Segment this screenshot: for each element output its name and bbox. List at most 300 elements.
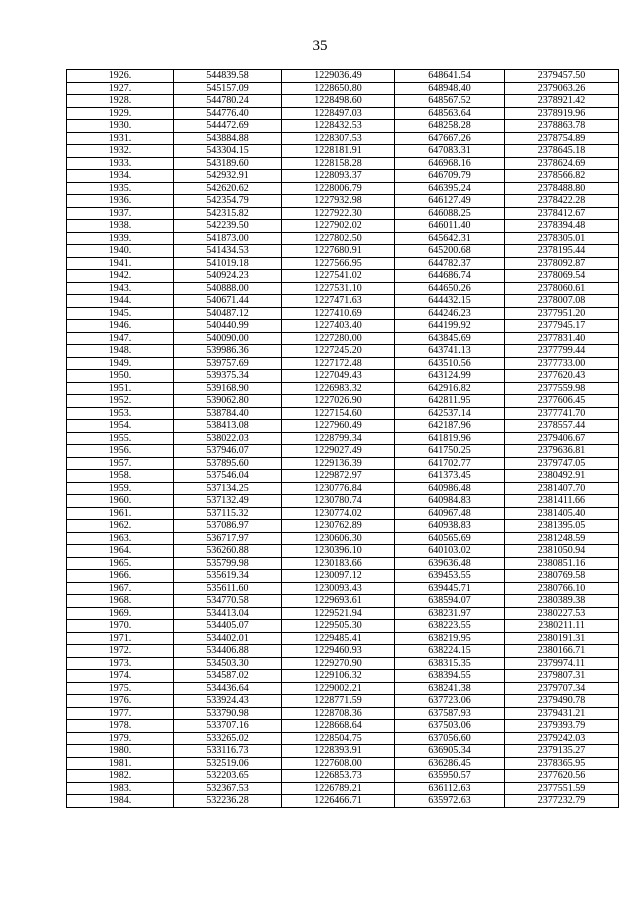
table-row <box>67 307 619 320</box>
value-c-cell: 638223.55 <box>395 620 505 633</box>
table-row <box>67 520 619 533</box>
value-c-cell: 641819.96 <box>395 432 505 445</box>
value-d-cell: 2380769.58 <box>505 570 619 583</box>
value-b-cell: 1228498.60 <box>282 95 395 108</box>
value-a-cell: 534402.01 <box>174 632 282 645</box>
value-a-cell: 539757.69 <box>174 357 282 370</box>
value-c-cell: 640938.83 <box>395 520 505 533</box>
point-number-cell: 1951. <box>67 382 174 395</box>
value-c-cell: 640103.02 <box>395 545 505 558</box>
value-c-cell: 642916.82 <box>395 382 505 395</box>
table-row <box>67 95 619 108</box>
value-d-cell: 2377831.40 <box>505 332 619 345</box>
value-c-cell: 646968.16 <box>395 157 505 170</box>
value-d-cell: 2378365.95 <box>505 757 619 770</box>
value-c-cell: 647667.26 <box>395 132 505 145</box>
value-a-cell: 542239.50 <box>174 220 282 233</box>
table-row <box>67 707 619 720</box>
value-c-cell: 647083.31 <box>395 145 505 158</box>
value-d-cell: 2379431.21 <box>505 707 619 720</box>
table-row <box>67 257 619 270</box>
value-c-cell: 648258.28 <box>395 120 505 133</box>
value-c-cell: 639445.71 <box>395 582 505 595</box>
value-c-cell: 642537.14 <box>395 407 505 420</box>
point-number-cell: 1980. <box>67 745 174 758</box>
table-row <box>67 370 619 383</box>
point-number-cell: 1982. <box>67 770 174 783</box>
value-c-cell: 641373.45 <box>395 470 505 483</box>
table-row <box>67 770 619 783</box>
point-number-cell: 1942. <box>67 270 174 283</box>
value-d-cell: 2381248.59 <box>505 532 619 545</box>
value-a-cell: 536260.88 <box>174 545 282 558</box>
point-number-cell: 1973. <box>67 657 174 670</box>
value-b-cell: 1229485.41 <box>282 632 395 645</box>
value-b-cell: 1229136.39 <box>282 457 395 470</box>
value-d-cell: 2379636.81 <box>505 445 619 458</box>
value-c-cell: 644686.74 <box>395 270 505 283</box>
table-row <box>67 345 619 358</box>
point-number-cell: 1960. <box>67 495 174 508</box>
value-c-cell: 636286.45 <box>395 757 505 770</box>
value-b-cell: 1230762.89 <box>282 520 395 533</box>
point-number-cell: 1948. <box>67 345 174 358</box>
point-number-cell: 1957. <box>67 457 174 470</box>
value-c-cell: 640984.83 <box>395 495 505 508</box>
value-d-cell: 2378412.67 <box>505 207 619 220</box>
table-row <box>67 357 619 370</box>
value-d-cell: 2379063.26 <box>505 82 619 95</box>
point-number-cell: 1940. <box>67 245 174 258</box>
value-d-cell: 2379393.79 <box>505 720 619 733</box>
table-row <box>67 82 619 95</box>
table-row <box>67 395 619 408</box>
value-b-cell: 1227049.43 <box>282 370 395 383</box>
table-row <box>67 695 619 708</box>
value-a-cell: 533924.43 <box>174 695 282 708</box>
value-c-cell: 648567.52 <box>395 95 505 108</box>
value-b-cell: 1228432.53 <box>282 120 395 133</box>
table-row <box>67 557 619 570</box>
value-d-cell: 2377606.45 <box>505 395 619 408</box>
table-row <box>67 645 619 658</box>
value-b-cell: 1229521.94 <box>282 607 395 620</box>
value-b-cell: 1228708.36 <box>282 707 395 720</box>
value-d-cell: 2378007.08 <box>505 295 619 308</box>
point-number-cell: 1928. <box>67 95 174 108</box>
value-d-cell: 2378557.44 <box>505 420 619 433</box>
table-row <box>67 532 619 545</box>
value-b-cell: 1227245.20 <box>282 345 395 358</box>
value-d-cell: 2377741.70 <box>505 407 619 420</box>
point-number-cell: 1968. <box>67 595 174 608</box>
value-c-cell: 636905.34 <box>395 745 505 758</box>
value-b-cell: 1229460.93 <box>282 645 395 658</box>
value-b-cell: 1229106.32 <box>282 670 395 683</box>
point-number-cell: 1955. <box>67 432 174 445</box>
value-a-cell: 542932.91 <box>174 170 282 183</box>
coordinate-table <box>66 69 619 808</box>
value-b-cell: 1228668.64 <box>282 720 395 733</box>
table-row <box>67 470 619 483</box>
value-d-cell: 2380766.10 <box>505 582 619 595</box>
value-a-cell: 535611.60 <box>174 582 282 595</box>
value-a-cell: 535799.98 <box>174 557 282 570</box>
value-c-cell: 644650.26 <box>395 282 505 295</box>
table-row <box>67 407 619 420</box>
value-b-cell: 1228504.75 <box>282 732 395 745</box>
value-b-cell: 1227280.00 <box>282 332 395 345</box>
table-row <box>67 745 619 758</box>
value-b-cell: 1228393.91 <box>282 745 395 758</box>
value-d-cell: 2380191.31 <box>505 632 619 645</box>
value-b-cell: 1229036.49 <box>282 70 395 83</box>
value-d-cell: 2377551.59 <box>505 782 619 795</box>
point-number-cell: 1975. <box>67 682 174 695</box>
table-row <box>67 607 619 620</box>
point-number-cell: 1953. <box>67 407 174 420</box>
value-a-cell: 532203.65 <box>174 770 282 783</box>
value-a-cell: 534587.02 <box>174 670 282 683</box>
value-a-cell: 540487.12 <box>174 307 282 320</box>
value-b-cell: 1229027.49 <box>282 445 395 458</box>
value-a-cell: 533790.98 <box>174 707 282 720</box>
value-c-cell: 643845.69 <box>395 332 505 345</box>
value-b-cell: 1227531.10 <box>282 282 395 295</box>
value-a-cell: 535619.34 <box>174 570 282 583</box>
table-row <box>67 457 619 470</box>
value-d-cell: 2377559.98 <box>505 382 619 395</box>
table-row <box>67 732 619 745</box>
point-number-cell: 1954. <box>67 420 174 433</box>
point-number-cell: 1984. <box>67 795 174 808</box>
value-c-cell: 640986.48 <box>395 482 505 495</box>
table-row <box>67 295 619 308</box>
table-row <box>67 107 619 120</box>
table-row <box>67 670 619 683</box>
value-c-cell: 638219.95 <box>395 632 505 645</box>
point-number-cell: 1978. <box>67 720 174 733</box>
value-d-cell: 2380227.53 <box>505 607 619 620</box>
value-c-cell: 641702.77 <box>395 457 505 470</box>
value-c-cell: 643741.13 <box>395 345 505 358</box>
point-number-cell: 1933. <box>67 157 174 170</box>
value-a-cell: 539062.80 <box>174 395 282 408</box>
value-a-cell: 534413.04 <box>174 607 282 620</box>
value-b-cell: 1230097.12 <box>282 570 395 583</box>
value-a-cell: 534436.64 <box>174 682 282 695</box>
value-d-cell: 2381405.40 <box>505 507 619 520</box>
value-b-cell: 1228158.28 <box>282 157 395 170</box>
table-row <box>67 795 619 808</box>
value-c-cell: 648563.64 <box>395 107 505 120</box>
value-c-cell: 646709.79 <box>395 170 505 183</box>
value-a-cell: 544472.69 <box>174 120 282 133</box>
value-c-cell: 644199.92 <box>395 320 505 333</box>
point-number-cell: 1964. <box>67 545 174 558</box>
point-number-cell: 1949. <box>67 357 174 370</box>
value-a-cell: 541873.00 <box>174 232 282 245</box>
page-number: 35 <box>312 38 328 54</box>
point-number-cell: 1945. <box>67 307 174 320</box>
value-a-cell: 537115.32 <box>174 507 282 520</box>
value-d-cell: 2378422.28 <box>505 195 619 208</box>
value-d-cell: 2378566.82 <box>505 170 619 183</box>
value-b-cell: 1229872.97 <box>282 470 395 483</box>
value-d-cell: 2378069.54 <box>505 270 619 283</box>
value-b-cell: 1226853.73 <box>282 770 395 783</box>
value-a-cell: 544776.40 <box>174 107 282 120</box>
value-d-cell: 2379457.50 <box>505 70 619 83</box>
point-number-cell: 1974. <box>67 670 174 683</box>
point-number-cell: 1966. <box>67 570 174 583</box>
point-number-cell: 1952. <box>67 395 174 408</box>
value-b-cell: 1230606.30 <box>282 532 395 545</box>
value-d-cell: 2377620.43 <box>505 370 619 383</box>
value-d-cell: 2378754.89 <box>505 132 619 145</box>
value-b-cell: 1228181.91 <box>282 145 395 158</box>
table-row <box>67 195 619 208</box>
value-d-cell: 2377733.00 <box>505 357 619 370</box>
value-a-cell: 538784.40 <box>174 407 282 420</box>
value-d-cell: 2381411.66 <box>505 495 619 508</box>
value-d-cell: 2380166.71 <box>505 645 619 658</box>
table-row <box>67 620 619 633</box>
value-d-cell: 2379974.11 <box>505 657 619 670</box>
point-number-cell: 1956. <box>67 445 174 458</box>
value-a-cell: 534406.88 <box>174 645 282 658</box>
value-d-cell: 2377232.79 <box>505 795 619 808</box>
point-number-cell: 1932. <box>67 145 174 158</box>
value-c-cell: 645642.31 <box>395 232 505 245</box>
table-row <box>67 245 619 258</box>
value-c-cell: 639636.48 <box>395 557 505 570</box>
value-d-cell: 2379406.67 <box>505 432 619 445</box>
value-d-cell: 2378092.87 <box>505 257 619 270</box>
value-a-cell: 534503.30 <box>174 657 282 670</box>
value-a-cell: 543189.60 <box>174 157 282 170</box>
point-number-cell: 1944. <box>67 295 174 308</box>
value-d-cell: 2378863.78 <box>505 120 619 133</box>
value-a-cell: 537895.60 <box>174 457 282 470</box>
point-number-cell: 1965. <box>67 557 174 570</box>
table-row <box>67 120 619 133</box>
value-c-cell: 643510.56 <box>395 357 505 370</box>
value-b-cell: 1228771.59 <box>282 695 395 708</box>
table-row <box>67 595 619 608</box>
table-row <box>67 232 619 245</box>
value-b-cell: 1227154.60 <box>282 407 395 420</box>
value-b-cell: 1230780.74 <box>282 495 395 508</box>
value-b-cell: 1230776.84 <box>282 482 395 495</box>
value-a-cell: 537946.07 <box>174 445 282 458</box>
value-c-cell: 637723.06 <box>395 695 505 708</box>
value-a-cell: 540440.99 <box>174 320 282 333</box>
value-b-cell: 1226983.32 <box>282 382 395 395</box>
value-b-cell: 1227026.90 <box>282 395 395 408</box>
value-d-cell: 2378060.61 <box>505 282 619 295</box>
value-b-cell: 1227902.02 <box>282 220 395 233</box>
value-b-cell: 1229693.61 <box>282 595 395 608</box>
value-b-cell: 1227608.00 <box>282 757 395 770</box>
value-c-cell: 638594.07 <box>395 595 505 608</box>
table-row <box>67 657 619 670</box>
value-d-cell: 2378645.18 <box>505 145 619 158</box>
value-c-cell: 638241.38 <box>395 682 505 695</box>
value-c-cell: 646088.25 <box>395 207 505 220</box>
value-b-cell: 1228650.80 <box>282 82 395 95</box>
value-b-cell: 1227541.02 <box>282 270 395 283</box>
table-row <box>67 782 619 795</box>
point-number-cell: 1981. <box>67 757 174 770</box>
value-b-cell: 1230093.43 <box>282 582 395 595</box>
value-b-cell: 1229002.21 <box>282 682 395 695</box>
point-number-cell: 1969. <box>67 607 174 620</box>
value-d-cell: 2381395.05 <box>505 520 619 533</box>
value-b-cell: 1229505.30 <box>282 620 395 633</box>
value-c-cell: 643124.99 <box>395 370 505 383</box>
point-number-cell: 1937. <box>67 207 174 220</box>
value-a-cell: 540888.00 <box>174 282 282 295</box>
table-row <box>67 157 619 170</box>
value-a-cell: 540924.23 <box>174 270 282 283</box>
value-c-cell: 642187.96 <box>395 420 505 433</box>
table-row <box>67 570 619 583</box>
value-c-cell: 637503.06 <box>395 720 505 733</box>
value-c-cell: 635950.57 <box>395 770 505 783</box>
value-c-cell: 638224.15 <box>395 645 505 658</box>
value-c-cell: 637587.93 <box>395 707 505 720</box>
table-row <box>67 207 619 220</box>
value-a-cell: 539375.34 <box>174 370 282 383</box>
value-b-cell: 1226466.71 <box>282 795 395 808</box>
point-number-cell: 1971. <box>67 632 174 645</box>
value-b-cell: 1227932.98 <box>282 195 395 208</box>
point-number-cell: 1939. <box>67 232 174 245</box>
value-c-cell: 638315.35 <box>395 657 505 670</box>
value-c-cell: 648948.40 <box>395 82 505 95</box>
value-a-cell: 542315.82 <box>174 207 282 220</box>
value-a-cell: 537546.04 <box>174 470 282 483</box>
value-b-cell: 1226789.21 <box>282 782 395 795</box>
value-c-cell: 646011.40 <box>395 220 505 233</box>
value-b-cell: 1228307.53 <box>282 132 395 145</box>
value-a-cell: 537086.97 <box>174 520 282 533</box>
point-number-cell: 1963. <box>67 532 174 545</box>
value-d-cell: 2377945.17 <box>505 320 619 333</box>
value-d-cell: 2377620.56 <box>505 770 619 783</box>
table-row <box>67 757 619 770</box>
table-row <box>67 182 619 195</box>
table-row <box>67 582 619 595</box>
value-a-cell: 543304.15 <box>174 145 282 158</box>
value-b-cell: 1227403.40 <box>282 320 395 333</box>
value-d-cell: 2378919.96 <box>505 107 619 120</box>
point-number-cell: 1938. <box>67 220 174 233</box>
value-c-cell: 641750.25 <box>395 445 505 458</box>
value-a-cell: 540671.44 <box>174 295 282 308</box>
point-number-cell: 1970. <box>67 620 174 633</box>
value-b-cell: 1227680.91 <box>282 245 395 258</box>
point-number-cell: 1935. <box>67 182 174 195</box>
value-d-cell: 2377799.44 <box>505 345 619 358</box>
value-b-cell: 1227802.50 <box>282 232 395 245</box>
value-a-cell: 541019.18 <box>174 257 282 270</box>
value-a-cell: 541434.53 <box>174 245 282 258</box>
table-row <box>67 320 619 333</box>
value-a-cell: 533116.73 <box>174 745 282 758</box>
value-c-cell: 642811.95 <box>395 395 505 408</box>
value-d-cell: 2380211.11 <box>505 620 619 633</box>
point-number-cell: 1927. <box>67 82 174 95</box>
value-d-cell: 2380492.91 <box>505 470 619 483</box>
value-b-cell: 1228799.34 <box>282 432 395 445</box>
value-a-cell: 532367.53 <box>174 782 282 795</box>
value-c-cell: 639453.55 <box>395 570 505 583</box>
value-d-cell: 2379490.78 <box>505 695 619 708</box>
table-row <box>67 495 619 508</box>
table-row <box>67 220 619 233</box>
value-d-cell: 2378305.01 <box>505 232 619 245</box>
value-a-cell: 533707.16 <box>174 720 282 733</box>
value-a-cell: 539168.90 <box>174 382 282 395</box>
value-c-cell: 635972.63 <box>395 795 505 808</box>
point-number-cell: 1977. <box>67 707 174 720</box>
table-row <box>67 720 619 733</box>
value-c-cell: 646395.24 <box>395 182 505 195</box>
value-a-cell: 538022.03 <box>174 432 282 445</box>
value-a-cell: 533265.02 <box>174 732 282 745</box>
table-row <box>67 482 619 495</box>
value-a-cell: 540090.00 <box>174 332 282 345</box>
value-d-cell: 2379135.27 <box>505 745 619 758</box>
point-number-cell: 1926. <box>67 70 174 83</box>
point-number-cell: 1934. <box>67 170 174 183</box>
value-a-cell: 544839.58 <box>174 70 282 83</box>
table-row <box>67 170 619 183</box>
value-b-cell: 1227922.30 <box>282 207 395 220</box>
value-b-cell: 1228006.79 <box>282 182 395 195</box>
value-c-cell: 646127.49 <box>395 195 505 208</box>
table-row <box>67 132 619 145</box>
value-d-cell: 2378488.80 <box>505 182 619 195</box>
point-number-cell: 1941. <box>67 257 174 270</box>
value-c-cell: 645200.68 <box>395 245 505 258</box>
point-number-cell: 1983. <box>67 782 174 795</box>
value-d-cell: 2381407.70 <box>505 482 619 495</box>
value-c-cell: 648641.54 <box>395 70 505 83</box>
value-b-cell: 1227172.48 <box>282 357 395 370</box>
table-row <box>67 145 619 158</box>
value-a-cell: 532519.06 <box>174 757 282 770</box>
value-d-cell: 2378195.44 <box>505 245 619 258</box>
table-row <box>67 682 619 695</box>
table-row <box>67 270 619 283</box>
value-b-cell: 1230183.66 <box>282 557 395 570</box>
point-number-cell: 1958. <box>67 470 174 483</box>
value-b-cell: 1228093.37 <box>282 170 395 183</box>
value-d-cell: 2379242.03 <box>505 732 619 745</box>
value-d-cell: 2377951.20 <box>505 307 619 320</box>
point-number-cell: 1930. <box>67 120 174 133</box>
point-number-cell: 1946. <box>67 320 174 333</box>
value-c-cell: 644246.23 <box>395 307 505 320</box>
value-a-cell: 534405.07 <box>174 620 282 633</box>
value-a-cell: 539986.36 <box>174 345 282 358</box>
point-number-cell: 1936. <box>67 195 174 208</box>
value-d-cell: 2378624.69 <box>505 157 619 170</box>
table-row <box>67 507 619 520</box>
